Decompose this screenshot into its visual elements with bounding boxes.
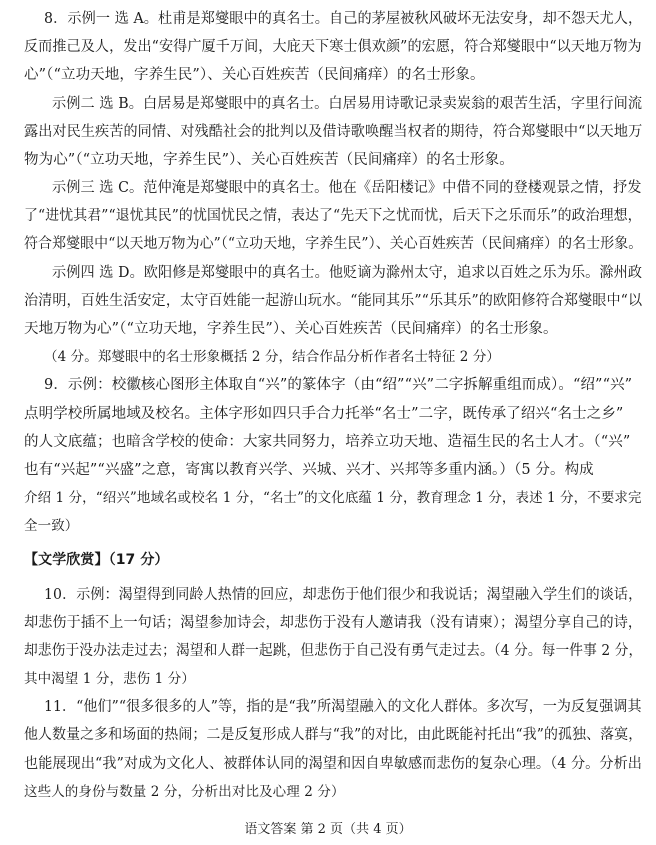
para-8d-line-1: 示例四 选 D。欧阳修是郑燮眼中的真名士。他贬谪为滁州太守，追求以百姓之乐为乐。滁州政: [52, 265, 643, 281]
para-9-line-1: 9．示例：校徽核心图形主体取自“兴”的篆体字（由“绍”“兴”二字拆解重组而成）。“绍”“兴”: [44, 377, 633, 393]
section-heading-literature: 【文学欣赏】（17 分）: [24, 552, 169, 568]
para-10-line-4: 其中渴望 1 分，悲伤 1 分）: [24, 671, 195, 687]
para-8d-line-3: 天地万物为心”（“立功天地，字养生民”）、关心百姓疾苦（民间痛痒）的名士形象。: [24, 321, 558, 337]
para-9-line-4: 也有“兴起”“兴盛”之意，寄寓以教育兴学、兴城、兴才、兴邦等多重内涵。）（5 分。构成: [24, 462, 594, 478]
para-8b-line-3: 物为心”（“立功天地，字养生民”）、关心百姓疾苦（民间痛痒）的名士形象。: [24, 152, 514, 168]
para-8-line-3: 心”（“立功天地，字养生民”）、关心百姓疾苦（民间痛痒）的名士形象。: [24, 67, 485, 83]
para-8c-line-3: 符合郑燮眼中“以天地万物为心”（“立功天地，字养生民”）、关心百姓疾苦（民间痛痒）的名士形象。: [24, 236, 643, 252]
para-9-line-3: 的人文底蕴；也暗含学校的使命：大家共同努力，培养立功天地、造福生民的名士人才。（“兴”: [24, 434, 631, 450]
para-10-line-3: 却悲伤于没办法走过去；渴望和人群一起跳，但悲伤于自己没有勇气走过去。（4 分。每一件事 2 分，: [24, 643, 643, 659]
para-10-line-2: 却悲伤于插不上一句话；渴望参加诗会，却悲伤于没有人邀请我（没有请柬）；渴望分享自己的诗，: [24, 615, 643, 631]
para-8b-line-1: 示例二 选 B。白居易是郑燮眼中的真名士。白居易用诗歌记录卖炭翁的艰苦生活，字里行间流: [52, 96, 643, 112]
para-11-line-4: 这些人的身份与数量 2 分，分析出对比及心理 2 分）: [24, 784, 345, 800]
para-10-line-1: 10．示例：渴望得到同龄人热情的回应，却悲伤于他们很少和我说话；渴望融入学生们的谈话，: [44, 587, 643, 603]
para-9-line-5: 介绍 1 分，“绍兴”地域名或校名 1 分，“名士”的文化底蕴 1 分，教育理念 1 分，表述 1 分，不要求完: [24, 490, 642, 506]
page-footer: 语文答案 第 2 页（共 4 页）: [244, 822, 412, 837]
para-8-line-2: 反而推己及人，发出“安得广厦千万间，大庇天下寒士俱欢颜”的宏愿，符合郑燮眼中“以天地万物为: [24, 39, 642, 55]
para-8c-line-2: 了“进忧其君”“退忧其民”的忧国忧民之情，表达了“先天下之忧而忧，后天下之乐而乐”的政治理想，: [24, 208, 642, 224]
para-8b-line-2: 露出对民生疾苦的同情、对残酷社会的批判以及借诗歌唤醒当权者的期待，符合郑燮眼中“以天地万: [24, 124, 643, 140]
para-9-line-2: 点明学校所属地域及校名。主体字形如四只手合力托举“名士”二字，既传承了绍兴“名士之乡”: [24, 406, 624, 422]
para-8-line-1: 8．示例一 选 A。杜甫是郑燮眼中的真名士。自己的茅屋被秋风破坏无法安身，却不怨天尤人，: [44, 11, 643, 27]
para-8c-line-1: 示例三 选 C。范仲淹是郑燮眼中的真名士。他在《岳阳楼记》中借不同的登楼观景之情，抒发: [52, 180, 642, 196]
para-9-line-6: 全一致）: [24, 518, 79, 534]
scoring-note-8: （4 分。郑燮眼中的名士形象概括 2 分，结合作品分析作者名士特征 2 分）: [44, 349, 501, 365]
para-8d-line-2: 治清明，百姓生活安定，太守百姓能一起游山玩水。“能同其乐”“乐其乐”的欧阳修符合郑燮眼中“以: [24, 293, 643, 309]
para-11-line-2: 他人数量之多和场面的热闹；二是反复形成人群与“我”的对比，由此既能衬托出“我”的孤独、落寞，: [24, 727, 643, 743]
para-11-line-1: 11．“他们”“很多很多的人”等，指的是“我”所渴望融入的文化人群体。多次写，一为反复强调其: [44, 699, 642, 715]
para-11-line-3: 也能展现出“我”对成为文化人、被群体认同的渴望和因自卑敏感而悲伤的复杂心理。（4 分。分析出: [24, 756, 642, 772]
